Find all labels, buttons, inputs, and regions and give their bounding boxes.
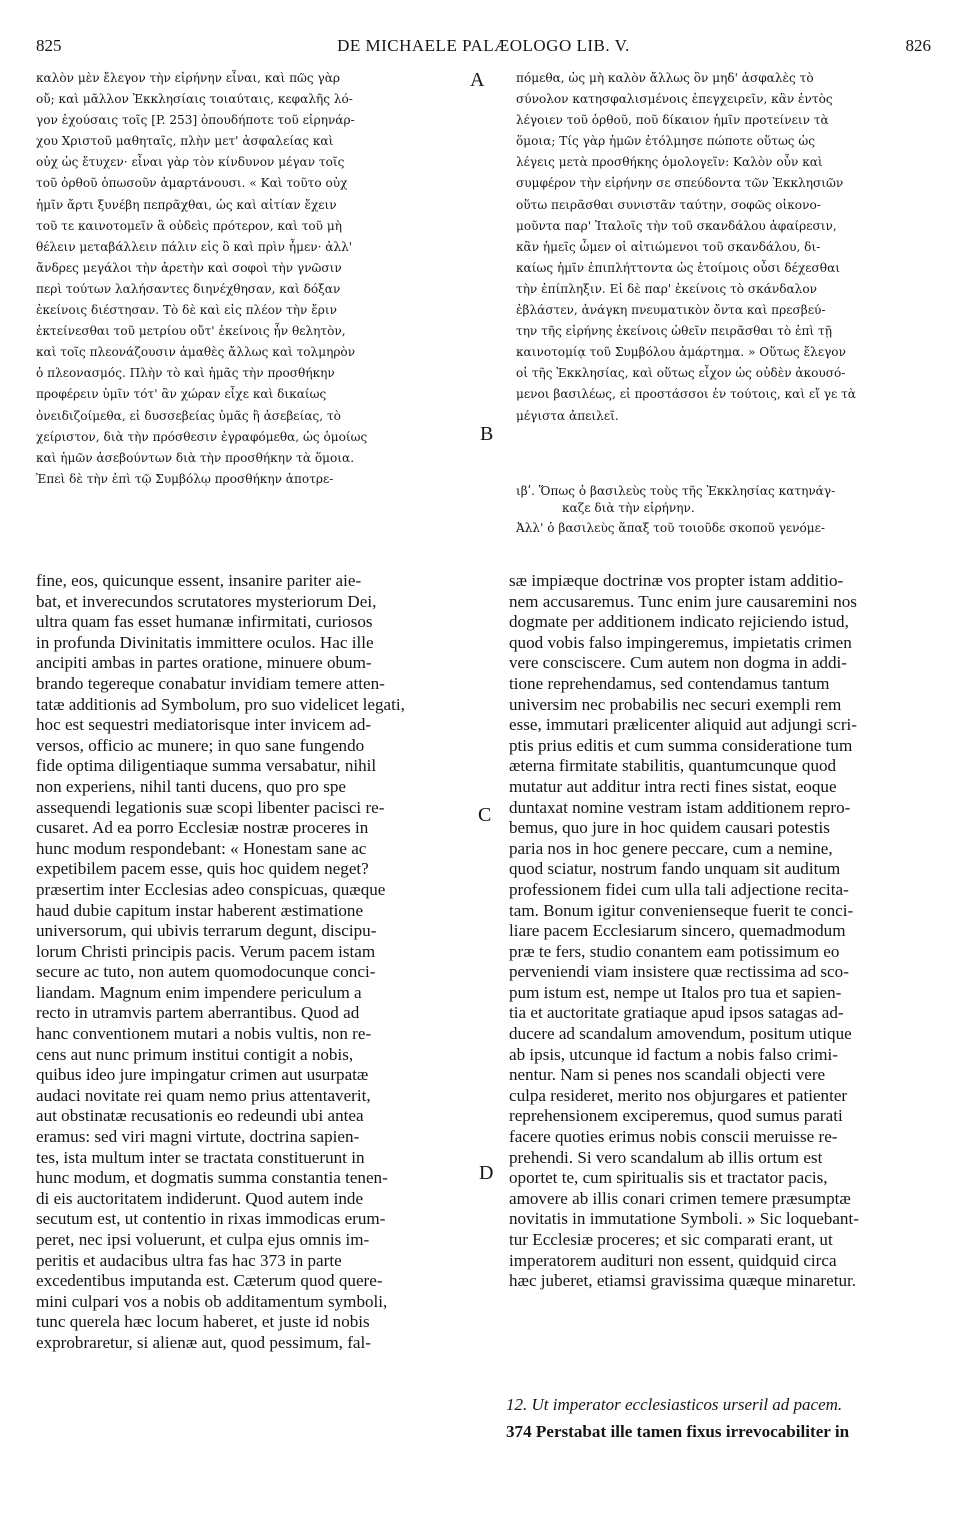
text-line: tur Ecclesiæ proceres; et sic comparati erant, ut [509, 1230, 833, 1249]
text-line: versos, officio ac munere; in quo sane fungendo [36, 735, 365, 755]
text-line: haud dubie capitum instar haberent æstimatione [36, 900, 364, 920]
text-line: reprehensionem exciperemus, quod sumus parati [509, 1106, 843, 1126]
text-line: tam. Bonum igitur convenienseque fuerit te conci- [509, 900, 854, 920]
text-line: ὁ πλεονασμός. Πλὴν τὸ καὶ ἡμᾶς τὴν προσθήκην [36, 366, 335, 381]
text-line: θέλειν μεταβάλλειν πάλιν εἰς ὃ καὶ πρὶν ἦμεν· ἀλλ' [36, 239, 353, 254]
text-line: καλὸν μὲν ἔλεγον τὴν εἰρήνην εἶναι, καὶ πῶς γὰρ [36, 71, 341, 85]
text-line: dogmate per additionem indicato rejiciendo istud, [509, 612, 849, 632]
text-line: χείριστον, διὰ τὴν πρόσθεσιν ἐγραφόμεθα, ὡς ὁμοίως [36, 429, 368, 444]
text-line: quod vobis falso impingeremus, impietatis crimen [509, 632, 852, 652]
text-line: aut obstinatæ recusationis eo redeundi ubi antea [36, 1106, 364, 1126]
text-line: λέγοιεν τοῦ ὀρθοῦ, ποῦ δίκαιον ἡμῖν προτείνειν τὰ [516, 113, 829, 128]
latin-column-left [36, 571, 476, 1354]
text-line: excedentibus imputanda est. Cæterum quod quere- [36, 1271, 383, 1291]
text-line: paria nos in hoc genere peccare, cum a nemine, [509, 838, 833, 858]
text-line: tia et auctoritate gratiaque apud ipsos satagas ad- [509, 1003, 844, 1023]
text-line: perveniendi viam insistere quæ rectissima ad sco- [509, 962, 849, 982]
text-line: liare pacem Ecclesiarum sincero, quemadmodum [509, 921, 846, 941]
text-line: lorum Christi principis pacis. Verum pacem istam [36, 941, 376, 961]
text-line: amovere ab illis conari crimen temere præsumptæ [509, 1188, 851, 1208]
greek-section-heading: ιβʹ. Ὅπως ὁ βασιλεὺς τοὺς τῆς Ἐκκλησίας κατηνάγ- [516, 484, 836, 498]
text-line: expetibilem pacem esse, quis hoc quidem neget? [36, 859, 369, 879]
latin-paragraph-last-line: 374 Perstabat ille tamen fixus irrevocabiliter in [506, 1422, 850, 1441]
text-line: audaci novitate rei quam nemo prius attentaverit, [36, 1085, 371, 1105]
text-line: ἐκείνοις διέστησαν. Τὸ δὲ καὶ εἰς πλέον τὴν ἔριν [36, 303, 337, 318]
text-line: præsertim inter Ecclesias adeo conspicuas, quæque [36, 879, 386, 899]
margin-marker-a: A [470, 69, 485, 91]
text-line: in profunda Divinitatis immittere oculos. Hac ille [36, 632, 374, 652]
text-line: ἡμῖν ἄρτι ξυνέβη πεπρᾶχθαι, ὡς καὶ αἰτίαν ἔχειν [36, 197, 337, 212]
text-line: non experiens, nihil tanti ducens, quo pro spe [36, 776, 346, 796]
text-line: Ἐπεὶ δὲ τὴν ἐπὶ τῷ Συμβόλῳ προσθήκην ἀποτρε- [36, 471, 334, 486]
text-line: esse, immutari prælicenter aliquid aut adjungi scri- [509, 715, 857, 735]
text-line: οὔ; καὶ μᾶλλον Ἐκκλησίαις τοιαύταις, κεφαλῆς λό- [36, 92, 353, 107]
text-line: χου Χριστοῦ μαθηταῖς, πλὴν μετ' ἀσφαλείας καὶ [36, 134, 334, 149]
text-line: mutatur aut additur intra recti fines sistat, eoque [509, 776, 837, 796]
text-line: tione reprehendamus, sed contendamus tantum [509, 673, 830, 693]
text-line: exprobraretur, si alienæ aut, quod pessimum, fal- [36, 1332, 371, 1352]
text-line: περὶ τούτων λαλήσαντες διηνέχθησαν, καὶ δόξαν [36, 281, 341, 296]
text-line: secure ac tuto, non autem quomodocunque conci- [36, 962, 376, 982]
text-line: pum istum est, nempe ut Italos pro tua et sapien- [509, 982, 842, 1002]
margin-marker-b: B [480, 423, 494, 445]
text-line: ducere ad scandalum amovendum, positum utique [509, 1024, 852, 1044]
text-line: di eis auctoritatem indiderunt. Quod autem inde [36, 1188, 364, 1208]
text-line: καίως ἡμῖν ἐπιπλήττοντα ὡς ἑτοίμοις οὖσι δέχεσθαι [516, 260, 840, 275]
text-line: mini culpari vos a nobis ob additamentum symboli, [36, 1291, 388, 1311]
text-line: την τῆς εἰρήνης ἐκείνοις ὠθεῖν πειρᾶσθαι τὸ ἐπὶ τῇ [516, 324, 832, 339]
text-line: ἄνδρες μεγάλοι τὴν ἀρετὴν καὶ σοφοὶ τὴν γνῶσιν [36, 260, 342, 275]
text-line: quod sciatur, nostrum fando unquam sit auditum [509, 859, 841, 879]
text-line: quibus ideo jure impingatur crimen aut usurpatæ [36, 1065, 369, 1085]
greek-paragraph-last-line: Ἀλλ' ὁ βασιλεὺς ἅπαξ τοῦ τοιοῦδε σκοποῦ γενόμε- [516, 521, 825, 535]
text-line: ἐκτείνεσθαι τοῦ μετρίου οὔτ' ἐκείνοις ἦν θελητὸν, [36, 324, 346, 339]
text-line: tes, ista multum inter se tractata constituerunt in [36, 1147, 365, 1167]
text-line: μέγιστα ἀπειλεῖ. [516, 408, 619, 423]
text-line: προφέρειν ὑμῖν τότ' ἂν χώραν εἶχε καὶ δικαίως [36, 387, 327, 402]
text-line: οὐχ ὡς ἔτυχεν· εἶναι γὰρ τὸν κίνδυνον μέγαν τοῖς [36, 155, 345, 170]
text-line: καινοτομίᾳ τοῦ Συμβόλου ἁμάρτημα. » Οὕτως ἔλεγον [516, 345, 846, 360]
text-line: λέγεις μετὰ προσθήκης ὁμολογεῖν: Καλὸν οὖν καὶ [516, 155, 823, 170]
text-line: καὶ ἡμῶν ἀσεβούντων διὰ τὴν προσθήκην τὰ ὅμοια. [36, 450, 355, 465]
text-line: imperatorem audituri non essent, quidquid circa [509, 1250, 837, 1270]
text-line: bat, et inverecundos scrutatores mysteriorum Dei, [36, 591, 377, 611]
greek-section-heading-cont: καζε διὰ τὴν εἰρήνην. [562, 501, 695, 515]
text-line: ptis prius editis et cum summa consideratione tum [509, 735, 853, 755]
text-line: universim nec probabilis nec securi exempli rem [509, 694, 842, 714]
text-line: τὴν ἐπίπληξιν. Εἰ δὲ παρ' ἐκείνοις τὸ σκάνδαλον [516, 281, 817, 296]
text-line: hoc est sequestri mediatorisque inter invicem ad- [36, 715, 372, 735]
text-line: sæ impiæque doctrinæ vos propter istam additio- [509, 571, 844, 590]
margin-marker-d: D [479, 1162, 494, 1184]
greek-column-left [36, 68, 466, 490]
text-line: peret, nec ipsi voluerunt, et culpa ejus omnis im- [36, 1230, 370, 1249]
text-line: duntaxat nomine vestram istam additionem repro- [509, 797, 851, 817]
text-line: ancipiti ambas in partes oratione, minuere obum- [36, 653, 372, 673]
text-line: μενοι βασιλέως, εἰ προστάσσοι ἐν τούτοις, καὶ εἴ γε τὰ [516, 387, 856, 402]
text-line: hanc conventionem mutari a nobis vultis, non re- [36, 1024, 372, 1044]
text-line: cusaret. Ad ea porro Ecclesiæ nostræ proceres in [36, 818, 369, 838]
text-line: brando tegereque conabatur invidiam temere atten- [36, 673, 385, 693]
text-line: recto in utramvis partem aberrantibus. Quod ad [36, 1003, 360, 1023]
text-line: culpa resideret, merito nos objurgares et patienter [509, 1085, 848, 1105]
text-line: vere consciscere. Cum autem non dogma in addi- [509, 653, 847, 673]
margin-marker-c: C [478, 804, 492, 826]
text-line: hunc modum respondebant: « Honestam sane ac [36, 838, 367, 858]
text-line: hunc modum, et dogmatis summa constantia tenen- [36, 1168, 388, 1188]
text-line: secutum est, ut contentio in rixas immodicas erum- [36, 1209, 386, 1229]
text-line: bemus, quo jure in hoc quidem causari potestis [509, 818, 830, 838]
running-title: DE MICHAELE PALÆOLOGO LIB. V. [337, 36, 630, 55]
text-line: καὶ τοῖς πλεονάζουσιν ἀμαθὲς ἄλλως καὶ τολμηρὸν [36, 345, 356, 360]
text-line: hæc juberet, etiamsi gravissima quæque minaretur. [509, 1271, 857, 1291]
text-line: fine, eos, quicunque essent, insanire pariter aie- [36, 571, 362, 590]
text-line: professionem fidei cum ulla tali adjectione recita- [509, 879, 849, 899]
text-line: nem accusaremus. Tunc enim jure causaremini nos [509, 591, 857, 611]
text-line: fide optima diligentiaque summa versabatur, nihil [36, 756, 377, 776]
text-line: tunc querela hæc locum haberet, et juste id nobis [36, 1312, 370, 1332]
text-line: μοῦντα παρ' Ἰταλοῖς τὴν τοῦ σκανδάλου ἀφαίρεσιν, [516, 218, 837, 233]
text-line: novitatis in immutatione Symboli. » Sic loquebant- [509, 1209, 859, 1229]
text-line: σύνολον κατησφαλισμένοις ἐπεγχειρεῖν, κἂν ἐντὸς [516, 92, 833, 107]
text-line: æterna firmitate stabilitis, quantumcunque quod [509, 756, 837, 776]
page-number-right: 826 [905, 36, 931, 55]
text-line: tatæ additionis ad Symbolum, pro suo videlicet legati, [36, 694, 405, 714]
text-line: ὀνειδιζοίμεθα, εἰ δυσσεβείας ὑμᾶς ἢ ἀσεβείας, τὸ [36, 408, 341, 423]
text-line: prehendi. Si vero scandalum ab illis ortum est [509, 1147, 823, 1167]
text-line: oportet te, cum spiritualis sis et tractator pacis, [509, 1168, 828, 1188]
latin-section-heading: 12. Ut imperator ecclesiasticos urseril ad pacem. [506, 1395, 843, 1414]
text-line: peritis et audacibus ultra fas hac 373 in parte [36, 1250, 342, 1270]
text-line: πόμεθα, ὡς μὴ καλὸν ἄλλως ὂν μηδ' ἀσφαλὲς τὸ [516, 71, 814, 85]
text-line: τοῦ τε καινοτομεῖν ἃ οὐδεὶς πρότερον, καὶ τοῦ μὴ [36, 218, 342, 233]
text-line: συμφέρον τὴν εἰρήνην σε σπεύδοντα τῶν Ἐκκλησιῶν [516, 176, 844, 191]
text-line: οὕτω πειρᾶσθαι συνιστᾶν ταύτην, σοφῶς οἰκονο- [516, 197, 821, 212]
text-line: ultra quam fas esset humanæ infirmitati, curiosos [36, 612, 373, 632]
text-line: eramus: sed viri magni virtute, doctrina sapien- [36, 1127, 360, 1147]
text-line: cens aut nunc primum institui contigit a nobis, [36, 1044, 354, 1064]
text-line: ἐβλάστεν, ἀνάγκη πνευματικὸν ὄντα καὶ πρεσβεύ- [516, 303, 826, 318]
latin-column-right [509, 571, 933, 1292]
text-line: præ te fers, studio conantem eam potissimum eo [509, 941, 840, 961]
text-line: κἂν ἡμεῖς ὦμεν οἱ αἰτιώμενοι τοῦ σκανδάλου, δι- [516, 239, 821, 254]
greek-column-right [516, 68, 930, 427]
text-line: facere quoties erimus nobis conscii meruisse re- [509, 1127, 838, 1147]
text-line: ab ipsis, utcunque id factum a nobis falso crimi- [509, 1044, 838, 1064]
text-line: γον ἐχούσαις τοῖς [P. 253] ὁπουδήποτε τοῦ εἰρηνάρ- [36, 113, 355, 128]
text-line: universorum, qui ubivis terrarum degunt, discipu- [36, 921, 377, 941]
text-line: τοῦ ὀρθοῦ ὁπωσοῦν ἁμαρτάνουσι. « Καὶ τοῦτο οὐχ [36, 176, 348, 191]
page-number-left: 825 [36, 36, 62, 55]
text-line: liandam. Magnum enim impendere periculum a [36, 982, 362, 1002]
text-line: nentur. Nam si penes nos scandali objecti vere [509, 1065, 826, 1085]
text-line: ὅμοια; Τίς γὰρ ἡμῶν ἐτόλμησε πώποτε οὕτως ὡς [516, 134, 816, 149]
text-line: οἱ τῆς Ἐκκλησίας, καὶ οὕτως εἶχον ὡς οὐδὲν ἀκουσό- [516, 366, 846, 381]
text-line: assequendi legationis suæ scopi libenter pacisci re- [36, 797, 385, 817]
